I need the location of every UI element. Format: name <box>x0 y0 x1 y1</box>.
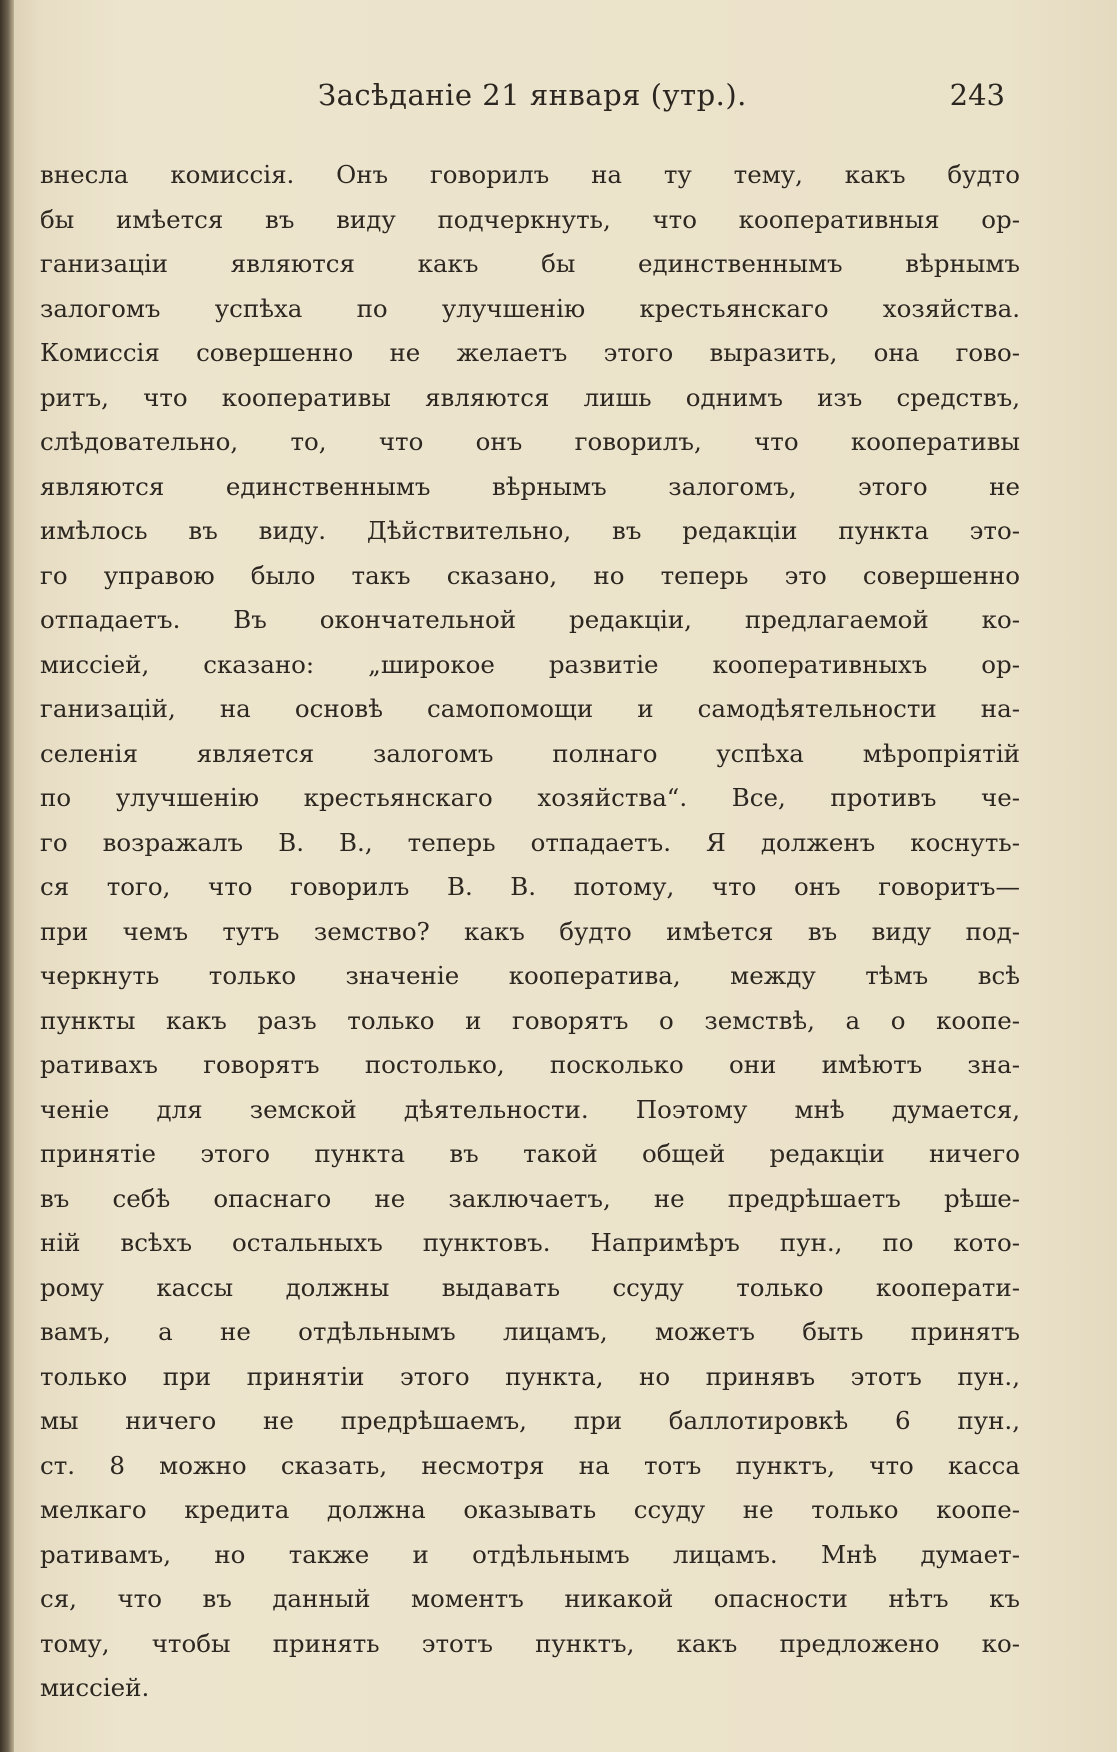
page-header <box>40 78 1005 128</box>
text-line: принятіе этого пункта въ такой общей редакціи ничего <box>40 1139 1020 1168</box>
text-line: ративахъ говорятъ постолько, посколько они имѣютъ зна- <box>40 1050 1020 1079</box>
text-line: ченіе для земской дѣятельности. Поэтому мнѣ думается, <box>40 1094 1020 1124</box>
text-line: го возражалъ В. В., теперь отпадаетъ. Я долженъ коснуть- <box>40 827 1020 857</box>
text-line: мы ничего не предрѣшаемъ, при баллотировкѣ 6 пун., <box>40 1406 1020 1435</box>
text-line: ній всѣхъ остальныхъ пунктовъ. Напримѣръ пун., по кото- <box>40 1228 1020 1257</box>
text-line: залогомъ успѣха по улучшенію крестьянскаго хозяйства. <box>40 293 1020 323</box>
body-text <box>40 153 1020 1711</box>
text-line: вамъ, а не отдѣльнымъ лицамъ, можетъ быть принятъ <box>40 1317 1020 1346</box>
text-line: миссіей. <box>40 1673 150 1702</box>
text-line: внесла комиссія. Онъ говорилъ на ту тему, какъ будто <box>40 160 1020 189</box>
text-line: въ себѣ опаснаго не заключаетъ, не предрѣшаетъ рѣше- <box>40 1183 1020 1213</box>
text-line: черкнуть только значеніе кооператива, между тѣмъ всѣ <box>40 961 1020 990</box>
text-line: бы имѣется въ виду подчеркнуть, что кооперативныя ор- <box>40 204 1020 234</box>
text-line: го управою было такъ сказано, но теперь это совершенно <box>40 560 1020 590</box>
text-line: ганизаціи являются какъ бы единственнымъ вѣрнымъ <box>40 249 1020 278</box>
text-line: ст. 8 можно сказать, несмотря на тотъ пунктъ, что касса <box>40 1450 1020 1480</box>
text-line: слѣдовательно, то, что онъ говорилъ, что кооперативы <box>40 427 1020 456</box>
text-line: при чемъ тутъ земство? какъ будто имѣется въ виду под- <box>40 916 1020 946</box>
text-line: ритъ, что кооперативы являются лишь однимъ изъ средствъ, <box>40 382 1020 412</box>
text-line: Комиссія совершенно не желаетъ этого выразить, она гово- <box>40 338 1020 367</box>
text-line: ся, что въ данный моментъ никакой опасности нѣтъ къ <box>40 1584 1020 1613</box>
text-line: рому кассы должны выдавать ссуду только кооперати- <box>40 1272 1020 1302</box>
text-line: селенія является залогомъ полнаго успѣха мѣропріятій <box>40 738 1020 768</box>
text-line: ративамъ, но также и отдѣльнымъ лицамъ. Мнѣ думает- <box>40 1539 1020 1569</box>
page-number: 243 <box>949 78 1005 112</box>
text-line: миссіей, сказано: „широкое развитіе кооперативныхъ ор- <box>40 649 1020 679</box>
text-line: мелкаго кредита должна оказывать ссуду не только коопе- <box>40 1495 1020 1524</box>
text-line: имѣлось въ виду. Дѣйствительно, въ редакціи пункта это- <box>40 516 1020 545</box>
text-line: отпадаетъ. Въ окончательной редакціи, предлагаемой ко- <box>40 605 1020 634</box>
running-head: Засѣданіе 21 января (утр.). <box>318 78 747 112</box>
text-line: ганизацій, на основѣ самопомощи и самодѣятельности на- <box>40 694 1020 723</box>
text-line: по улучшенію крестьянскаго хозяйства“. Все, противъ че- <box>40 783 1020 812</box>
text-line: ся того, что говорилъ В. В. потому, что онъ говоритъ— <box>40 872 1020 901</box>
binding-edge <box>0 0 14 1752</box>
text-line: являются единственнымъ вѣрнымъ залогомъ, этого не <box>40 471 1020 501</box>
text-line: пункты какъ разъ только и говорятъ о земствѣ, а о коопе- <box>40 1005 1020 1035</box>
text-line: тому, чтобы принять этотъ пунктъ, какъ предложено ко- <box>40 1628 1020 1658</box>
text-line: только при принятіи этого пункта, но принявъ этотъ пун., <box>40 1361 1020 1391</box>
